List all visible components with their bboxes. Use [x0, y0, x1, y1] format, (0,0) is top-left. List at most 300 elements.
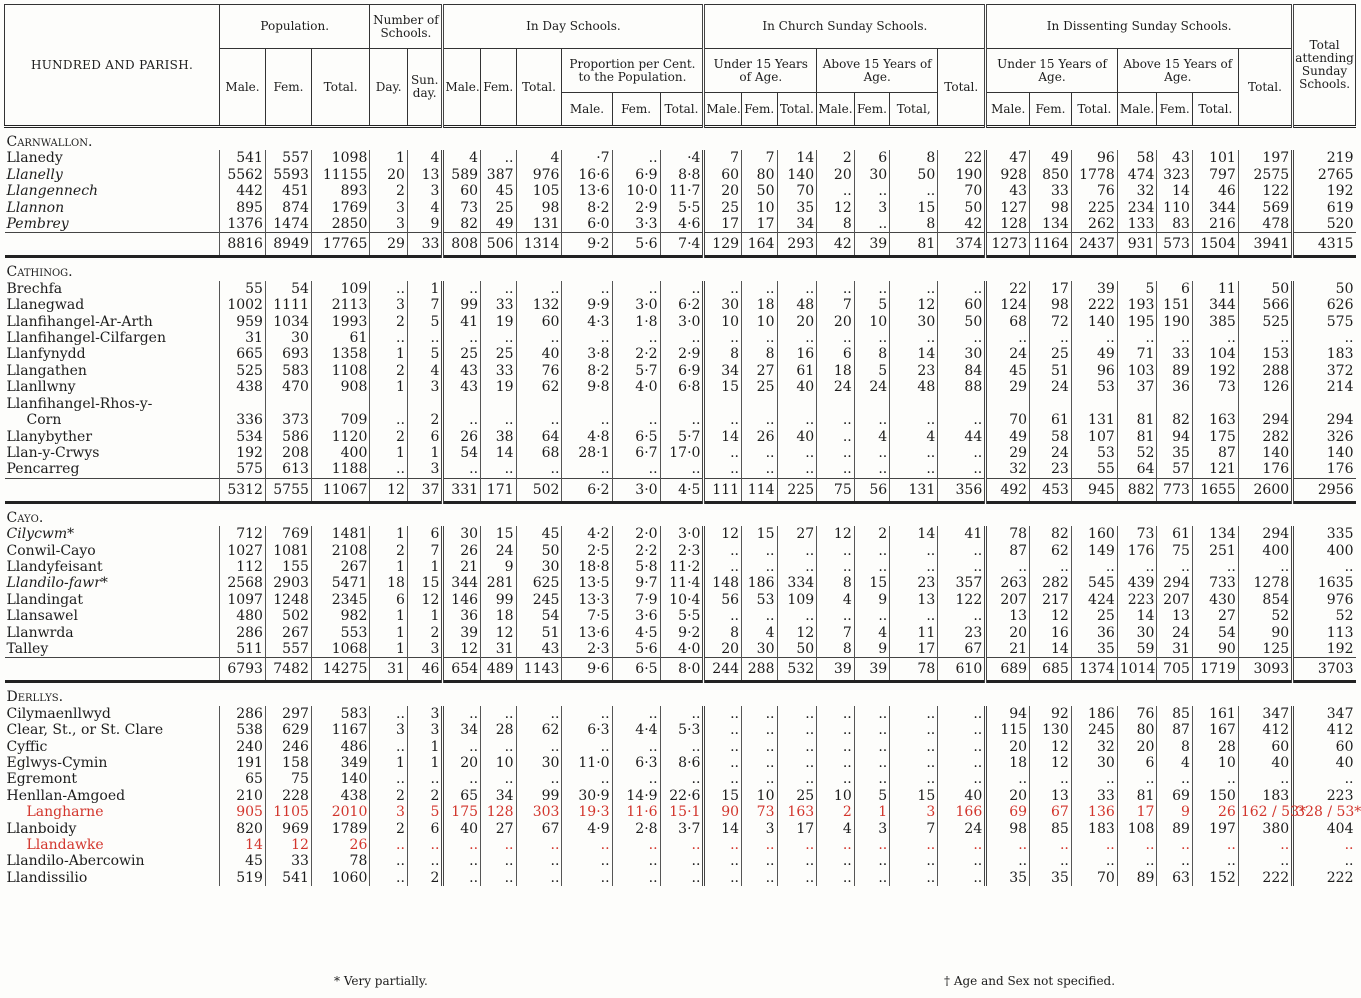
- cell-col-26: 222: [1293, 870, 1356, 886]
- cell-col-12: 15: [704, 379, 742, 395]
- cell-col-23: 573: [1157, 233, 1192, 257]
- cell-col-7: 14: [481, 445, 516, 461]
- cell-col-26: 326: [1293, 429, 1356, 445]
- cell-col-17: [890, 396, 938, 412]
- cell-col-2: 502: [265, 608, 311, 624]
- cell-col-14: 293: [777, 233, 817, 257]
- cell-col-23: ..: [1157, 837, 1192, 853]
- cell-col-14: ..: [777, 281, 817, 297]
- cell-col-23: 110: [1157, 200, 1192, 216]
- day-male-header: Male.: [443, 49, 481, 127]
- cell-col-23: 207: [1157, 592, 1192, 608]
- cell-col-13: ..: [742, 706, 777, 722]
- prop-fem-header: Fem.: [612, 93, 660, 127]
- cell-col-10: 14·9: [612, 788, 660, 804]
- cell-col-15: ..: [817, 445, 855, 461]
- cell-col-20: 282: [1030, 575, 1072, 591]
- cell-col-22: 73: [1117, 526, 1157, 542]
- cell-col-6: ..: [443, 870, 481, 886]
- cell-col-17: 13: [890, 592, 938, 608]
- cell-col-4: 1: [370, 526, 408, 542]
- cell-col-3: 78: [311, 853, 369, 869]
- cell-col-8: 62: [516, 722, 562, 738]
- cell-col-23: 89: [1157, 821, 1192, 837]
- cell-col-16: 6: [854, 150, 889, 166]
- cell-col-14: ..: [777, 853, 817, 869]
- cell-col-17: ..: [890, 445, 938, 461]
- cell-col-6: 12: [443, 641, 481, 658]
- cell-col-25: 122: [1238, 183, 1292, 199]
- cell-col-17: 48: [890, 379, 938, 395]
- cell-col-17: 14: [890, 346, 938, 362]
- cell-col-3: 1769: [311, 200, 369, 216]
- cell-col-20: 850: [1030, 167, 1072, 183]
- cell-col-8: 51: [516, 625, 562, 641]
- cell-col-20: 92: [1030, 706, 1072, 722]
- cell-col-1: 525: [220, 363, 266, 379]
- cell-col-15: 7: [817, 625, 855, 641]
- cell-col-8: 60: [516, 314, 562, 330]
- cell-col-5: 1: [407, 608, 443, 624]
- cell-col-5: 1: [407, 739, 443, 755]
- cell-col-22: 193: [1117, 297, 1157, 313]
- cell-col-19: 70: [986, 412, 1030, 428]
- cell-col-21: 39: [1071, 281, 1117, 297]
- cell-col-2: 583: [265, 363, 311, 379]
- cell-col-12: 129: [704, 233, 742, 257]
- cell-col-5: 5: [407, 346, 443, 362]
- parish-name: Llanybyther: [6, 428, 93, 445]
- cell-col-13: 17: [742, 216, 777, 233]
- cell-col-19: 127: [986, 200, 1030, 216]
- parish-row: [5, 739, 1356, 755]
- parish-row: [5, 396, 1356, 412]
- cell-col-13: 18: [742, 297, 777, 313]
- parish-row: [5, 216, 1356, 233]
- cell-col-10: 6·7: [612, 445, 660, 461]
- cell-col-13: 80: [742, 167, 777, 183]
- cell-col-18: 356: [938, 478, 986, 502]
- cell-col-8: 303: [516, 804, 562, 820]
- cell-col-7: [481, 396, 516, 412]
- cell-col-15: 20: [817, 314, 855, 330]
- cell-col-24: 192: [1192, 363, 1238, 379]
- cell-col-26: 140: [1293, 445, 1356, 461]
- cell-col-23: 94: [1157, 429, 1192, 445]
- church-sunday-header: In Church Sunday Schools.: [704, 5, 986, 49]
- diss-above15-header: Above 15 Years of Age.: [1117, 49, 1238, 93]
- cell-col-14: ..: [777, 412, 817, 428]
- cell-col-13: ..: [742, 445, 777, 461]
- cell-col-25: ..: [1238, 330, 1292, 346]
- cell-col-4: 2: [370, 183, 408, 199]
- cell-col-15: 2: [817, 150, 855, 166]
- cell-col-11: 7·4: [660, 233, 704, 257]
- cell-col-26: 372: [1293, 363, 1356, 379]
- cell-col-3: 17765: [311, 233, 369, 257]
- cell-col-19: 207: [986, 592, 1030, 608]
- cell-col-16: ..: [854, 837, 889, 853]
- cell-col-17: 12: [890, 297, 938, 313]
- cell-col-14: ..: [777, 706, 817, 722]
- cell-col-18: 60: [938, 297, 986, 313]
- cell-col-12: ..: [704, 706, 742, 722]
- cell-col-10: ..: [612, 461, 660, 478]
- cell-col-10: 2·2: [612, 543, 660, 559]
- cell-col-18: 67: [938, 641, 986, 658]
- cell-col-4: 29: [370, 233, 408, 257]
- cell-col-18: ..: [938, 722, 986, 738]
- cell-col-1: 45: [220, 853, 266, 869]
- cell-col-21: 2437: [1071, 233, 1117, 257]
- cell-col-24: ..: [1192, 330, 1238, 346]
- cell-col-24: 73: [1192, 379, 1238, 395]
- statistical-table-page: [4, 4, 1361, 990]
- cell-col-15: 2: [817, 804, 855, 820]
- cell-col-12: 12: [704, 526, 742, 542]
- cell-col-23: 4: [1157, 755, 1192, 771]
- cell-col-13: [742, 396, 777, 412]
- prop-total-header: Total.: [660, 93, 704, 127]
- cell-col-24: 11: [1192, 281, 1238, 297]
- cell-col-2: 228: [265, 788, 311, 804]
- cell-col-1: 538: [220, 722, 266, 738]
- cell-col-1: 575: [220, 461, 266, 478]
- cell-col-1: [220, 396, 266, 412]
- cell-col-20: 62: [1030, 543, 1072, 559]
- cell-col-8: 30: [516, 755, 562, 771]
- cell-col-25: 380: [1238, 821, 1292, 837]
- cell-col-4: 2: [370, 363, 408, 379]
- cell-col-17: ..: [890, 706, 938, 722]
- da-fem-header: Fem.: [1157, 93, 1192, 127]
- cell-col-14: 109: [777, 592, 817, 608]
- cell-col-19: 20: [986, 625, 1030, 641]
- cell-col-25: 525: [1238, 314, 1292, 330]
- cell-col-18: 610: [938, 658, 986, 682]
- cell-col-7: 34: [481, 788, 516, 804]
- cell-col-21: 55: [1071, 461, 1117, 478]
- cell-col-18: 40: [938, 788, 986, 804]
- cell-col-14: ..: [777, 559, 817, 575]
- cell-col-6: 20: [443, 755, 481, 771]
- cell-col-16: ..: [854, 330, 889, 346]
- cell-col-26: 52: [1293, 608, 1356, 624]
- parish-row: [5, 575, 1356, 591]
- cell-col-9: 19·3: [562, 804, 612, 820]
- cell-col-21: 1778: [1071, 167, 1117, 183]
- cell-col-7: ..: [481, 837, 516, 853]
- cell-col-7: ..: [481, 412, 516, 428]
- cell-col-2: 557: [265, 641, 311, 658]
- cell-col-11: ..: [660, 330, 704, 346]
- cell-col-11: 4·5: [660, 478, 704, 502]
- cell-col-3: 438: [311, 788, 369, 804]
- cell-col-19: 47: [986, 150, 1030, 166]
- cell-col-17: 17: [890, 641, 938, 658]
- cell-col-14: ..: [777, 608, 817, 624]
- cell-col-8: 64: [516, 429, 562, 445]
- cell-col-11: 2·9: [660, 346, 704, 362]
- cell-col-20: 25: [1030, 346, 1072, 362]
- cell-col-18: ..: [938, 281, 986, 297]
- cell-col-24: 152: [1192, 870, 1238, 886]
- cell-col-10: 3·0: [612, 297, 660, 313]
- cell-col-5: 3: [407, 461, 443, 478]
- day-schools-header: In Day Schools.: [443, 5, 704, 49]
- cell-col-3: 1993: [311, 314, 369, 330]
- cell-col-20: 61: [1030, 412, 1072, 428]
- parish-row: [5, 445, 1356, 461]
- parish-row: [5, 150, 1356, 166]
- cell-col-24: 797: [1192, 167, 1238, 183]
- cell-col-10: ..: [612, 739, 660, 755]
- sunday-schools-table: [4, 4, 1361, 886]
- parish-row: [5, 167, 1356, 183]
- cell-col-17: ..: [890, 739, 938, 755]
- cell-col-17: 30: [890, 314, 938, 330]
- cell-col-16: 4: [854, 429, 889, 445]
- cell-col-14: ..: [777, 870, 817, 886]
- cell-col-5: 5: [407, 314, 443, 330]
- cell-col-13: 7: [742, 150, 777, 166]
- cell-col-2: 629: [265, 722, 311, 738]
- cell-col-18: ..: [938, 755, 986, 771]
- cell-col-3: 709: [311, 412, 369, 428]
- cell-col-15: 7: [817, 297, 855, 313]
- cell-col-6: 26: [443, 543, 481, 559]
- cell-col-16: 39: [854, 233, 889, 257]
- parish-name: Llandingat: [6, 591, 84, 608]
- cell-col-17: 23: [890, 575, 938, 591]
- cell-col-3: 5471: [311, 575, 369, 591]
- cell-col-24: 10: [1192, 755, 1238, 771]
- cell-col-26: 294: [1293, 412, 1356, 428]
- cell-col-7: ..: [481, 461, 516, 478]
- cell-col-11: ·4: [660, 150, 704, 166]
- cell-col-2: 5593: [265, 167, 311, 183]
- cell-col-20: ..: [1030, 330, 1072, 346]
- cell-col-15: 10: [817, 788, 855, 804]
- cell-col-1: 8816: [220, 233, 266, 257]
- cell-col-21: 545: [1071, 575, 1117, 591]
- cell-col-4: 3: [370, 216, 408, 233]
- cell-col-17: 11: [890, 625, 938, 641]
- cell-col-4: ..: [370, 281, 408, 297]
- cell-col-7: 99: [481, 592, 516, 608]
- cell-col-20: 98: [1030, 297, 1072, 313]
- parish-row: [5, 281, 1356, 297]
- cell-col-22: 64: [1117, 461, 1157, 478]
- cell-col-6: 331: [443, 478, 481, 502]
- cell-col-25: 412: [1238, 722, 1292, 738]
- cell-col-11: 8·6: [660, 755, 704, 771]
- cell-col-25: 569: [1238, 200, 1292, 216]
- cell-col-1: 665: [220, 346, 266, 362]
- cell-col-6: 43: [443, 363, 481, 379]
- cell-col-13: 3: [742, 821, 777, 837]
- cu-male-header: Male.: [704, 93, 742, 127]
- cell-col-25: 3093: [1238, 658, 1292, 682]
- cell-col-17: 23: [890, 363, 938, 379]
- cell-col-14: 35: [777, 200, 817, 216]
- cell-col-19: ..: [986, 853, 1030, 869]
- cell-col-6: 4: [443, 150, 481, 166]
- church-under15-header: Under 15 Years of Age.: [704, 49, 817, 93]
- cell-col-25: 3941: [1238, 233, 1292, 257]
- ca-male-header: Male.: [817, 93, 855, 127]
- hundred-heading-row: [5, 257, 1356, 281]
- cell-col-23: 83: [1157, 216, 1192, 233]
- cell-col-9: 8·2: [562, 363, 612, 379]
- cell-col-11: 11·2: [660, 559, 704, 575]
- cell-col-14: 17: [777, 821, 817, 837]
- cell-col-23: 24: [1157, 625, 1192, 641]
- cell-col-5: 5: [407, 804, 443, 820]
- cell-col-11: 6·2: [660, 297, 704, 313]
- cell-col-25: 400: [1238, 543, 1292, 559]
- cell-col-9: 9·6: [562, 658, 612, 682]
- cell-col-7: 15: [481, 526, 516, 542]
- cell-col-14: ..: [777, 722, 817, 738]
- cell-col-11: ..: [660, 837, 704, 853]
- cell-col-19: 49: [986, 429, 1030, 445]
- cell-col-12: ..: [704, 755, 742, 771]
- parish-name: Llanfihangel-Ar-Arth: [6, 313, 153, 330]
- cell-col-17: 78: [890, 658, 938, 682]
- cell-col-14: 14: [777, 150, 817, 166]
- hundred-name: Carnwallon.: [6, 134, 93, 150]
- subtotal-row: [5, 658, 1356, 682]
- cell-col-20: 134: [1030, 216, 1072, 233]
- cell-col-6: 54: [443, 445, 481, 461]
- cell-col-6: 73: [443, 200, 481, 216]
- cell-col-3: 1188: [311, 461, 369, 478]
- cell-col-21: 33: [1071, 788, 1117, 804]
- cell-col-16: 56: [854, 478, 889, 502]
- cell-col-24: 385: [1192, 314, 1238, 330]
- cell-col-10: 3·6: [612, 608, 660, 624]
- cell-col-13: ..: [742, 837, 777, 853]
- cell-col-22: 71: [1117, 346, 1157, 362]
- cell-col-7: 9: [481, 559, 516, 575]
- cell-col-11: 4·6: [660, 216, 704, 233]
- cell-col-6: 34: [443, 722, 481, 738]
- parish-row: [5, 363, 1356, 379]
- cell-col-21: 262: [1071, 216, 1117, 233]
- cell-col-12: 60: [704, 167, 742, 183]
- cell-col-16: 39: [854, 658, 889, 682]
- hundred-heading-row: [5, 127, 1356, 151]
- parish-name: Llanelly: [6, 166, 63, 183]
- cell-col-2: 158: [265, 755, 311, 771]
- cell-col-10: 6·5: [612, 429, 660, 445]
- cell-col-2: 1111: [265, 297, 311, 313]
- cell-col-20: 85: [1030, 821, 1072, 837]
- cell-col-9: 6·3: [562, 722, 612, 738]
- parish-name: Llanegwad: [6, 297, 85, 314]
- cell-col-19: 87: [986, 543, 1030, 559]
- cell-col-5: 15: [407, 575, 443, 591]
- cell-col-2: 1474: [265, 216, 311, 233]
- cell-col-20: 12: [1030, 739, 1072, 755]
- cell-col-13: 10: [742, 788, 777, 804]
- cell-col-7: 49: [481, 216, 516, 233]
- cell-col-16: ..: [854, 739, 889, 755]
- cell-col-3: 109: [311, 281, 369, 297]
- cell-col-26: 2765: [1293, 167, 1356, 183]
- cell-col-16: ..: [854, 281, 889, 297]
- cell-col-26: 404: [1293, 821, 1356, 837]
- cell-col-9: [562, 396, 612, 412]
- cell-col-15: 75: [817, 478, 855, 502]
- cell-col-12: 20: [704, 641, 742, 658]
- parish-row: [5, 379, 1356, 395]
- cell-col-25: 2575: [1238, 167, 1292, 183]
- cell-col-6: 808: [443, 233, 481, 257]
- cell-col-15: 8: [817, 216, 855, 233]
- cell-col-16: ..: [854, 412, 889, 428]
- cell-col-11: ..: [660, 461, 704, 478]
- cell-col-14: 50: [777, 641, 817, 658]
- cell-col-14: ..: [777, 739, 817, 755]
- footnote-partial: * Very partially.: [334, 974, 428, 988]
- cell-col-22: 14: [1117, 608, 1157, 624]
- cell-col-23: ..: [1157, 853, 1192, 869]
- cell-col-18: 42: [938, 216, 986, 233]
- cell-col-20: ..: [1030, 559, 1072, 575]
- cell-col-5: [407, 396, 443, 412]
- cell-col-18: 357: [938, 575, 986, 591]
- cell-col-21: 70: [1071, 870, 1117, 886]
- cell-col-10: 5·6: [612, 233, 660, 257]
- cell-col-22: ..: [1117, 559, 1157, 575]
- cell-col-11: [660, 396, 704, 412]
- cell-col-8: 68: [516, 445, 562, 461]
- cell-col-24: 134: [1192, 526, 1238, 542]
- cell-col-13: 8: [742, 346, 777, 362]
- cell-col-4: 1: [370, 755, 408, 771]
- da-male-header: Male.: [1117, 93, 1157, 127]
- cell-col-16: [854, 396, 889, 412]
- cell-col-5: 1: [407, 445, 443, 461]
- cell-col-11: 4·0: [660, 641, 704, 658]
- parish-row: [5, 592, 1356, 608]
- cell-col-25: 60: [1238, 739, 1292, 755]
- cell-col-19: 492: [986, 478, 1030, 502]
- cell-col-22: 223: [1117, 592, 1157, 608]
- cell-col-3: 1060: [311, 870, 369, 886]
- cell-col-16: 15: [854, 575, 889, 591]
- cell-col-5: 6: [407, 429, 443, 445]
- cell-col-22: 6: [1117, 755, 1157, 771]
- cell-col-9: 13·6: [562, 183, 612, 199]
- cell-col-8: ..: [516, 461, 562, 478]
- cell-col-22: 133: [1117, 216, 1157, 233]
- parish-row: [5, 608, 1356, 624]
- cell-col-18: 41: [938, 526, 986, 542]
- cell-col-26: 626: [1293, 297, 1356, 313]
- cell-col-9: ·7: [562, 150, 612, 166]
- cell-col-18: ..: [938, 461, 986, 478]
- cell-col-8: 502: [516, 478, 562, 502]
- cell-col-17: ..: [890, 559, 938, 575]
- proportion-header: Proportion per Cent. to the Population.: [562, 49, 704, 93]
- cell-col-4: 31: [370, 658, 408, 682]
- cell-col-4: ..: [370, 412, 408, 428]
- cell-col-6: ..: [443, 706, 481, 722]
- cell-col-13: ..: [742, 559, 777, 575]
